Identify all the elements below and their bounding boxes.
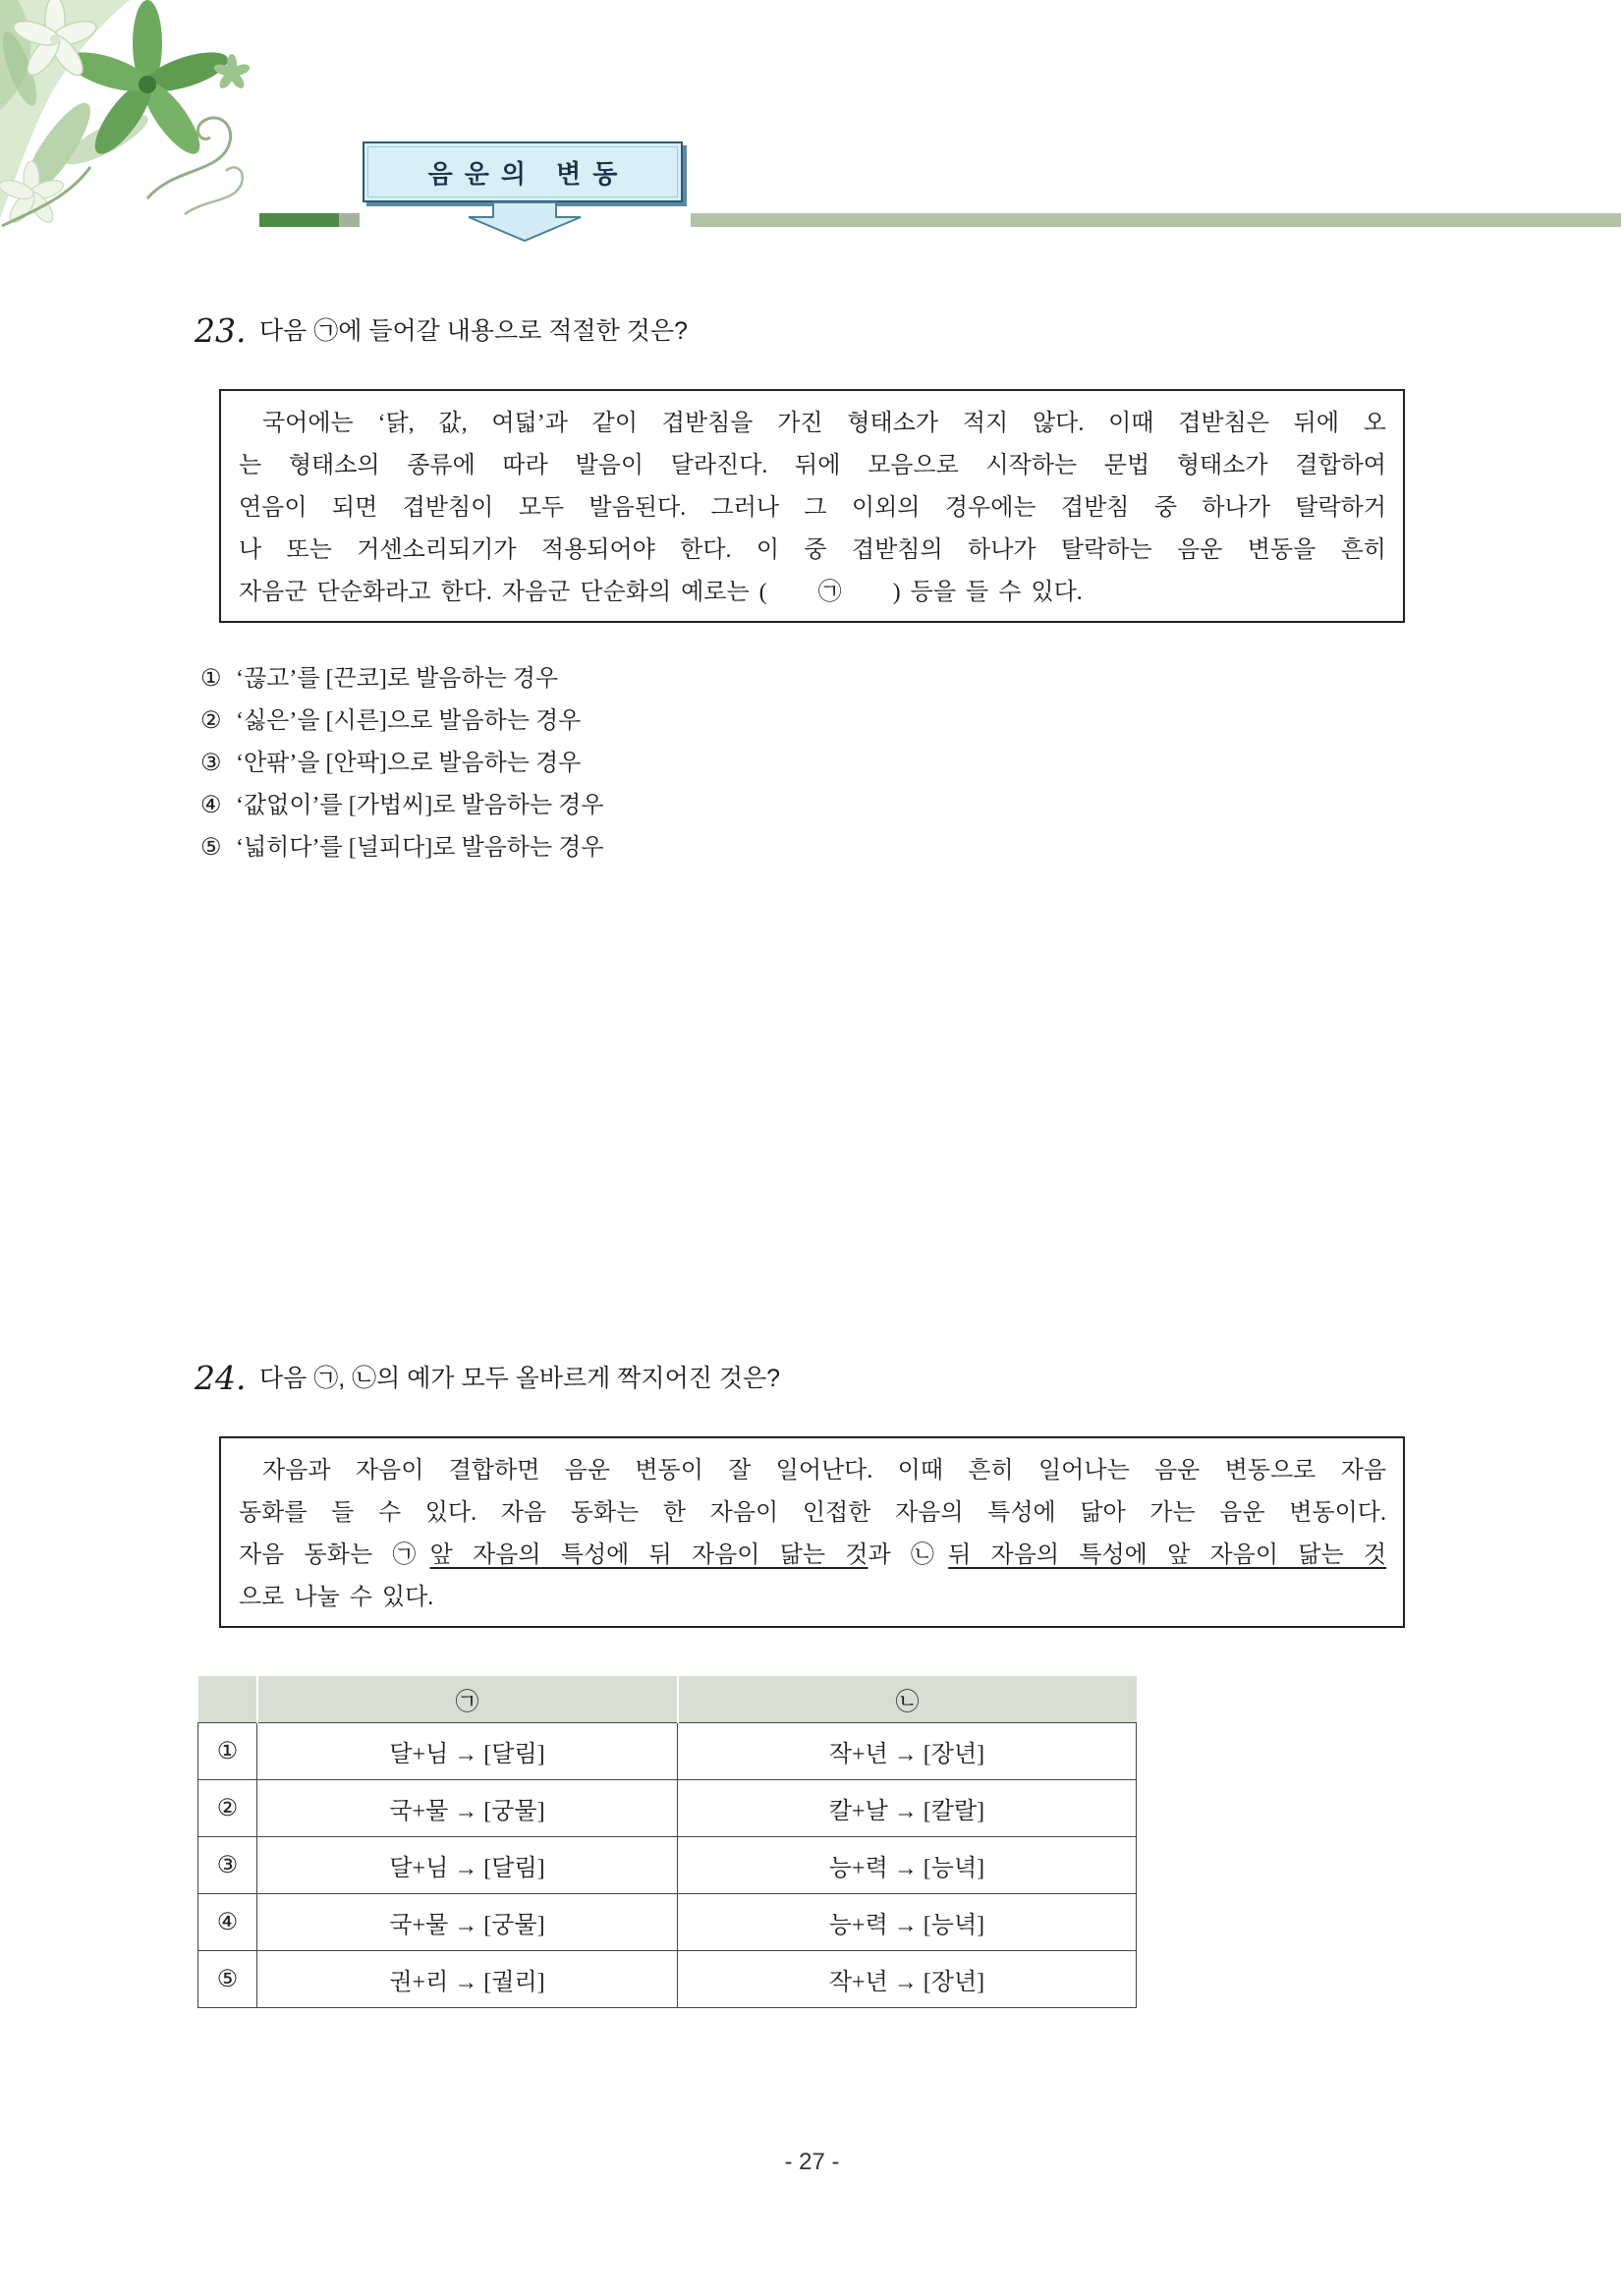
passage-line: 나 또는 거센소리되기가 적용되어야 한다. 이 중 겹받침의 하나가 탈락하는 음운 변동을 흔히 [239, 537, 1386, 563]
option-5 [200, 827, 604, 869]
answer-table [197, 1676, 1137, 2008]
option-number: ⑤ [200, 835, 222, 861]
header-bar-mid [339, 213, 360, 227]
section-title: 음운의 변동 [427, 158, 630, 189]
arrow-down-icon [466, 201, 584, 243]
passage-line: 동화를 들 수 있다. 자음 동화는 한 자음이 인접한 자음의 특성에 닮아 가는 음운 변동이다. [239, 1500, 1386, 1526]
passage-box [219, 1436, 1405, 1628]
option-3 [200, 743, 604, 785]
question-number: 23. [195, 311, 247, 350]
underlined-text-a: 앞 자음의 특성에 뒤 자음이 닮는 것 [429, 1542, 868, 1568]
choice-number: ③ [198, 1836, 257, 1893]
example-a: 국+물 → [궁물] [257, 1893, 678, 1950]
passage-line [239, 572, 1386, 614]
example-b: 능+력 → [능녁] [678, 1893, 1137, 1950]
choice-number: ④ [198, 1893, 257, 1950]
header-bar-long [691, 213, 1621, 227]
table-row [198, 1950, 1137, 2007]
table-row [198, 1893, 1137, 1950]
passage-text: ) 등을 들 수 있다. [892, 580, 1083, 605]
option-1 [200, 658, 604, 700]
option-text: ‘안팎’을 [안팍]으로 발음하는 경우 [236, 751, 582, 776]
passage-box [219, 389, 1405, 623]
answer-options [200, 658, 604, 869]
marker-a: ㉠ [392, 1542, 430, 1568]
option-text: ‘값없이’를 [가법씨]로 발음하는 경우 [236, 793, 604, 818]
passage-line: 국어에는 ‘닭, 값, 여덟’과 같이 겹받침을 가진 형태소가 적지 않다. 이때 겹받침은 뒤에 오 [262, 411, 1386, 436]
example-b: 능+력 → [능녁] [678, 1836, 1137, 1893]
passage-line: 자음과 자음이 결합하면 음운 변동이 잘 일어난다. 이때 흔히 일어나는 음운 변동으로 자음 [262, 1458, 1386, 1484]
option-number: ① [200, 666, 222, 692]
underlined-text-b: 뒤 자음의 특성에 앞 자음이 닮는 것 [948, 1542, 1387, 1568]
example-b: 작+년 → [장년] [678, 1722, 1137, 1779]
option-text: ‘싫은’을 [시른]으로 발음하는 경우 [236, 708, 582, 734]
example-b: 작+년 → [장년] [678, 1950, 1137, 2007]
option-2 [200, 700, 604, 743]
example-a: 국+물 → [궁물] [257, 1779, 678, 1836]
passage-line: 연음이 되면 겹받침이 모두 발음된다. 그러나 그 이외의 경우에는 겹받침 중 하나가 탈락하거 [239, 495, 1386, 521]
option-text: ‘넓히다’를 [널피다]로 발음하는 경우 [236, 835, 604, 861]
table-header-b: ㉡ [678, 1676, 1137, 1722]
option-4 [200, 785, 604, 827]
table-header-row [198, 1676, 1137, 1722]
option-number: ③ [200, 751, 222, 776]
choice-number: ① [198, 1722, 257, 1779]
example-a: 달+님 → [달림] [257, 1722, 678, 1779]
passage-line [239, 1535, 1386, 1577]
table-row [198, 1836, 1137, 1893]
table-header-a: ㉠ [257, 1676, 678, 1722]
example-a: 달+님 → [달림] [257, 1836, 678, 1893]
header-bar-dark [259, 213, 339, 227]
option-number: ④ [200, 793, 222, 818]
passage-line: 는 형태소의 종류에 따라 발음이 달라진다. 뒤에 모음으로 시작하는 문법 형태소가 결합하여 [239, 453, 1386, 478]
example-a: 권+리 → [궐리] [257, 1950, 678, 2007]
flower-decoration [0, 0, 257, 228]
passage-line: 으로 나눌 수 있다. [239, 1585, 434, 1610]
passage-text: 자음군 단순화라고 한다. 자음군 단순화의 예로는 ( [239, 580, 767, 605]
page-number: - 27 - [784, 2149, 840, 2175]
question-stem: 다음 ㉠, ㉡의 예가 모두 올바르게 짝지어진 것은? [259, 1365, 781, 1392]
section-title-box [363, 141, 683, 202]
table-row [198, 1779, 1137, 1836]
choice-number: ⑤ [198, 1950, 257, 2007]
marker-b: ㉡ [910, 1542, 949, 1568]
table-row [198, 1722, 1137, 1779]
blank-marker: ㉠ [817, 580, 842, 605]
passage-text: 자음 동화는 [239, 1542, 393, 1568]
table-header-blank [198, 1676, 257, 1722]
option-text: ‘끊고’를 [끈코]로 발음하는 경우 [236, 666, 559, 692]
example-b: 칼+날 → [칼랄] [678, 1779, 1137, 1836]
question-number: 24. [195, 1359, 247, 1397]
option-number: ② [200, 708, 222, 734]
question-stem: 다음 ㉠에 들어갈 내용으로 적절한 것은? [259, 317, 688, 345]
choice-number: ② [198, 1779, 257, 1836]
passage-text: 과 [868, 1542, 911, 1568]
